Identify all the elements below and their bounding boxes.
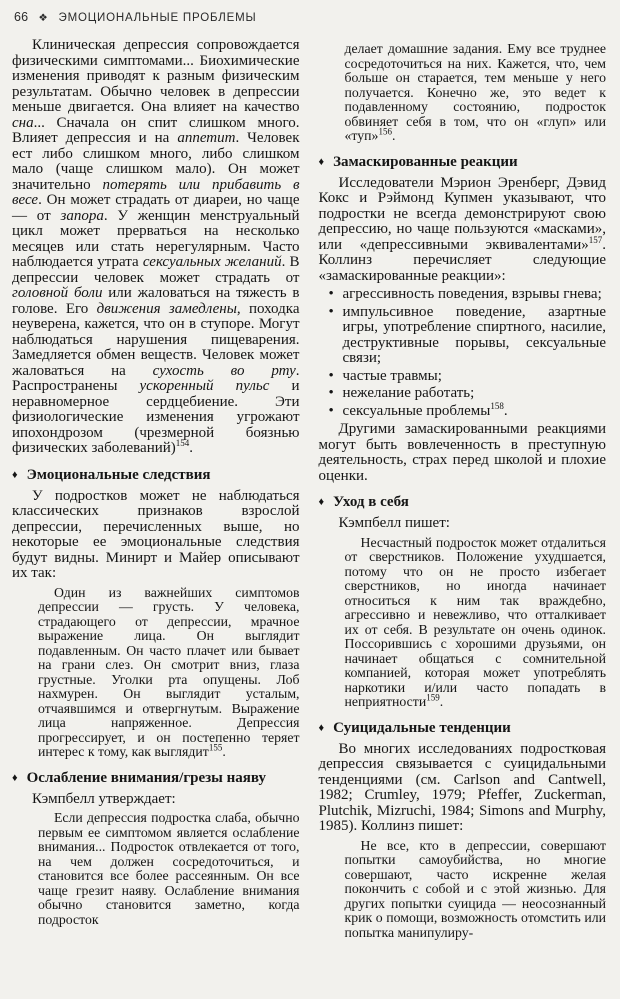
page-number: 66: [14, 10, 29, 24]
bullet-icon: •: [328, 286, 334, 302]
paragraph: Во многих исследованиях подростковая депрессия связывается с суицидальными тенденциями (см. Carlson and Cantwell, 1982; Crumley, 1979; Pfeffer, Zuckerman, Plutchik, Mizruchi, 1984; Simons and Murphy, 1985). Коллинз пишет:: [318, 740, 606, 834]
section-heading-text: Уход в себя: [333, 494, 409, 510]
diamond-bullet-icon: ♦: [318, 155, 325, 168]
list-item-text: частые травмы;: [342, 367, 442, 384]
section-heading-text: Суицидальные тенденции: [333, 719, 511, 736]
bullet-icon: •: [328, 367, 334, 384]
footnote-reference: 157: [588, 234, 603, 245]
list-item: [329, 386, 607, 402]
blockquote: Один из важнейших симптомов депрессии — грусть. У человека, страдающего от депрессии, мрачное выражение лица. Он выглядит подавленным. Он часто плачет или бывает на грани слез. Он смотрит вниз, глаза грустные. Уголки рта опущены. Лоб нахмурен. Он выглядит усталым, отчаявшимся и отвергнутым. Выражение лица напряженное. Депрессия прогрессирует, и он постепенно теряет интерес к тому, как выглядит$^{155}$.: [38, 584, 300, 759]
list-item-text: нежелание работать;: [342, 385, 475, 401]
footnote-reference: 159: [426, 692, 440, 703]
paragraph: Кэмпбелл пишет:: [338, 515, 450, 531]
running-head-title: ЭМОЦИОНАЛЬНЫЕ ПРОБЛЕМЫ: [58, 12, 257, 24]
diamond-bullet-icon: ♦: [318, 496, 325, 508]
two-column-text: [12, 38, 606, 944]
diamond-bullet-icon: ♦: [12, 468, 18, 481]
page-header: [14, 10, 606, 24]
footnote-reference: 155: [208, 742, 223, 753]
list-item: [329, 369, 607, 385]
list-item: [328, 400, 607, 420]
paragraph: Другими замаскированными реакциями могут быть вовлеченность в преступную деятельность, страх перед школой и плохие оценки.: [318, 421, 606, 484]
paragraph: Кэмпбелл утверждает:: [32, 790, 176, 807]
blockquote: Не все, кто в депрессии, совершают попытки самоубийства, но многие совершают, часто искренне желая покончить с собой и с этой жизнью. Для других попытки суицида — неосознанный крик о помощи, возможность отомстить или попытка манипулиру-: [344, 837, 606, 940]
list-item-text: импульсивное поведение, азартные игры, употребление спиртного, насилие, деструктивные порывы, сексуальные связи;: [342, 303, 606, 366]
list-item-text: сексуальные проблемы$^{158}$.: [342, 400, 508, 419]
paragraph: У подростков может не наблюдаться классических признаков взрослой депрессии, перечисленных выше, но некоторые ее эмоциональные следствия будут видны. Минирт и Майер описывают их так:: [12, 487, 300, 581]
blockquote: Если депрессия подростка слаба, обычно первым ее симптомом является ослабление внимания... Подросток отвлекается от того, на чем должен сосредоточиться, и становится все более рассеянным. Он все чаще грезит наяву. Ослабление внимания обычно становится заметно, когда подросток: [38, 810, 300, 927]
section-heading: [12, 770, 300, 786]
diamond-separator-icon: ❖: [38, 12, 49, 24]
section-heading-text: Эмоциональные следствия: [26, 466, 211, 483]
section-heading-text: Замаскированные реакции: [333, 153, 518, 170]
paragraph: Клиническая депрессия сопровождается физическими симптомами... Биохимические изменения приводят к разным физическим результатам. Обычно человек в депрессии меньше двигается. Она влияет на качество сна... Сначала он спит слишком много. Влияет депрессия и на аппетит. Человек ест либо слишком много, либо слишком мало (чаще слишком мало). Он может значительно потерять или прибавить в весе. Он может страдать от диареи, но чаще — от запора. У женщин менструальный цикл может прерваться на несколько месяцев или стать нерегулярным. Часто наблюдается утрата сексуальных желаний. В депрессии человек может страдать от головной боли или жаловаться на тяжесть в голове. Его движения замедлены, походка неуверена, кажется, что он в ступоре. Могут наблюдаться нарушения пищеварения. Замедляется обмен веществ. Человек может жаловаться на сухость во рту. Распространены ускоренный пульс и неравномерное сердцебиение. Эти физиологические изменения угрожают ипохондрозом (чрезмерной боязнью физических заболеваний)$^{154}$.: [12, 37, 300, 456]
list-item-text: агрессивность поведения, взрывы гнева;: [342, 286, 602, 302]
footnote-reference: 156: [378, 126, 392, 137]
blockquote: делает домашние задания. Ему все труднее сосредоточиться на них. Кажется, что, чем больше он старается, тем меньше у него получается. Конечно же, это ведет к подавленному состоянию, подросток обвиняет себя в том, что он «глуп» или «туп»$^{156}$.: [344, 41, 606, 143]
footnote-reference: 154: [175, 438, 190, 448]
bullet-list: [319, 287, 607, 419]
section-heading-text: Ослабление внимания/грезы наяву: [26, 769, 266, 786]
footnote-reference: 158: [490, 400, 504, 411]
paragraph: Исследователи Мэрион Эренберг, Дэвид Кокс и Рэймонд Купмен указывают, что подростки не всегда демонстрируют свою депрессию, но чаще пользуются «масками», или «депрессивными эквивалентами»$^{157}$. Коллинз перечисляет следующие «замаскированные реакции»:: [318, 174, 606, 284]
diamond-bullet-icon: ♦: [318, 721, 325, 734]
section-heading: [319, 154, 607, 170]
bullet-icon: •: [328, 303, 334, 320]
section-heading: [319, 720, 607, 736]
list-item: [329, 305, 607, 367]
section-heading: [319, 494, 607, 510]
section-heading: [12, 467, 300, 483]
list-item: [329, 287, 607, 303]
blockquote: Несчастный подросток может отдалиться от сверстников. Положение ухудшается, потому что он не просто избегает сверстников, но иногда начинает относиться к ним так враждебно, агрессивно и невежливо, что отталкивает их от себя. В результате он очень одинок. Поссорившись с хорошими друзьями, он начинает общаться с сомнительной компанией, которая может употреблять наркотики и/или часто попадать в неприятности$^{159}$.: [344, 534, 606, 709]
diamond-bullet-icon: ♦: [12, 771, 18, 784]
left-column: [12, 38, 300, 944]
bullet-icon: •: [328, 385, 334, 401]
bullet-icon: •: [328, 402, 334, 419]
right-column: [319, 38, 607, 944]
